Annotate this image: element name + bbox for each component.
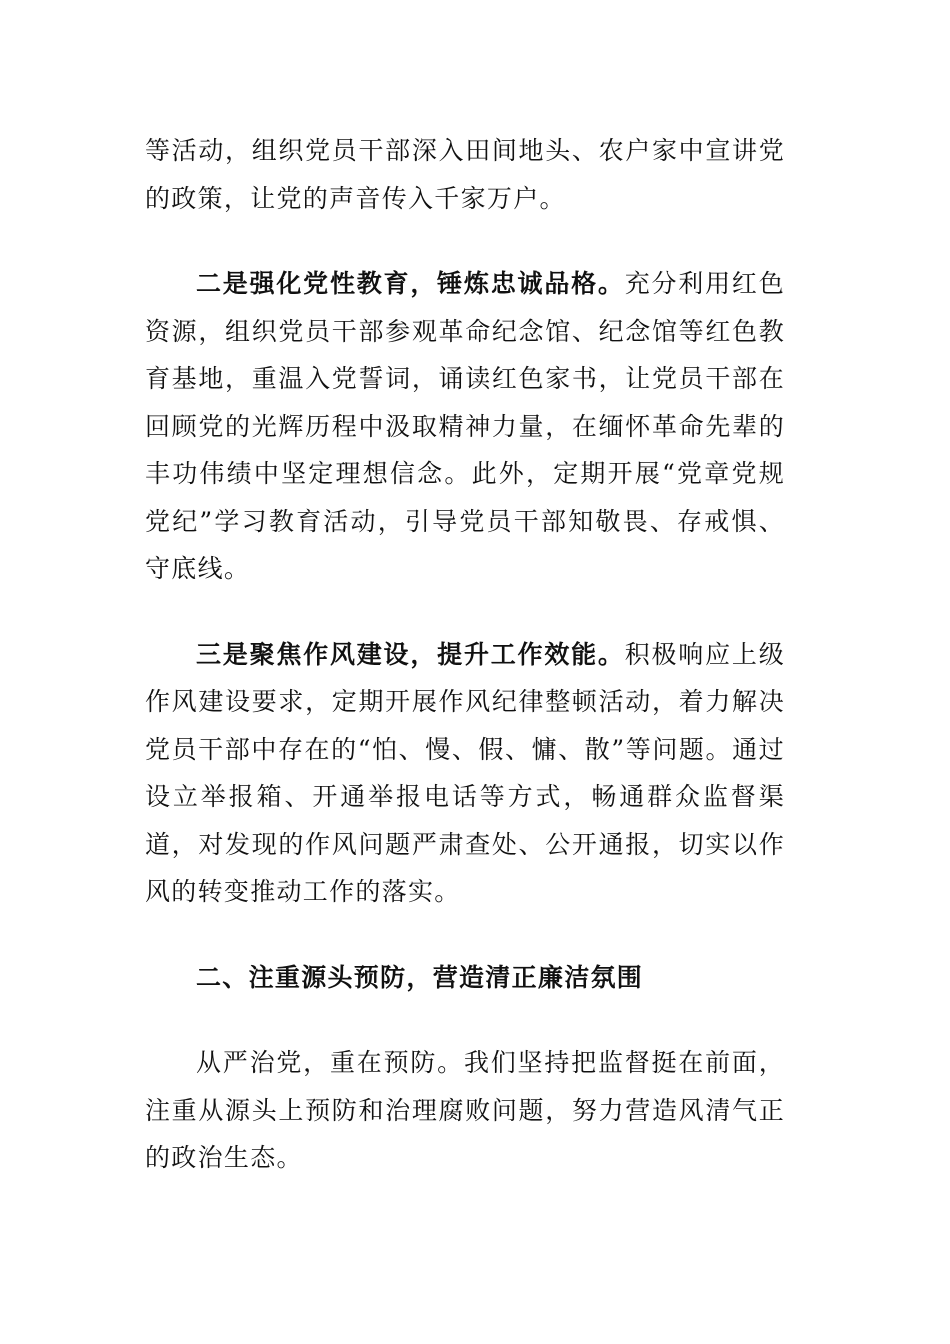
paragraph-work-style: [145, 631, 785, 916]
section-heading: [145, 954, 785, 1002]
paragraph-text: 等活动，组织党员干部深入田间地头、农户家中宣讲党的政策，让党的声音传入千家万户。: [145, 136, 785, 213]
paragraph-lead-bold: 三是聚焦作风建设，提升工作效能。: [196, 639, 625, 669]
document-body: [145, 127, 785, 1182]
paragraph-party-education: [145, 260, 785, 593]
paragraph-text: 积极响应上级作风建设要求，定期开展作风纪律整顿活动，着力解决党员干部中存在的“怕、慢、假、慵、散”等问题。通过设立举报箱、开通举报电话等方式，畅通群众监督渠道，对发现的作风问题严肃查处、公开通报，切实以作风的转变推动工作的落实。: [145, 639, 785, 906]
paragraph-continued: [145, 127, 785, 222]
section-heading-text: 二、注重源头预防，营造清正廉洁氛围: [196, 962, 644, 992]
paragraph-prevention: [145, 1039, 785, 1182]
paragraph-text: 充分利用红色资源，组织党员干部参观革命纪念馆、纪念馆等红色教育基地，重温入党誓词，诵读红色家书，让党员干部在回顾党的光辉历程中汲取精神力量，在缅怀革命先辈的丰功伟绩中坚定理想信念。此外，定期开展“党章党规党纪”学习教育活动，引导党员干部知敬畏、存戒惧、守底线。: [145, 269, 785, 583]
paragraph-text: 从严治党，重在预防。我们坚持把监督挺在前面，注重从源头上预防和治理腐败问题，努力营造风清气正的政治生态。: [145, 1048, 785, 1172]
paragraph-lead-bold: 二是强化党性教育，锤炼忠诚品格。: [196, 269, 625, 298]
